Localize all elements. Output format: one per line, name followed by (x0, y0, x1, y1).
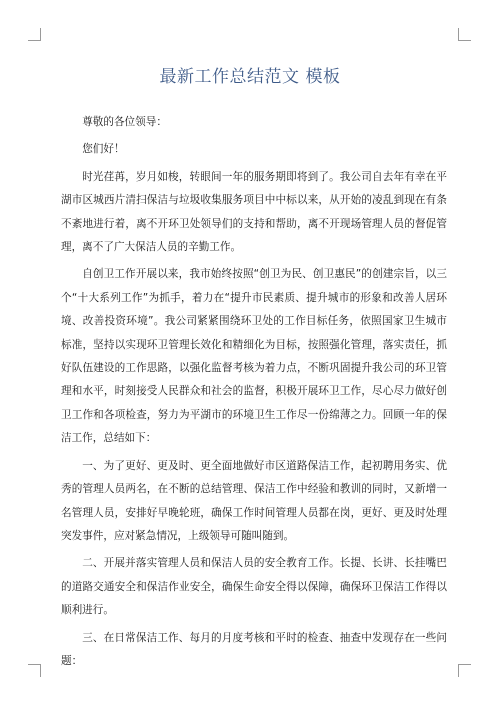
paragraph: 时光荏苒，岁月如梭，转眼间一年的服务期即将到了。我公司自去年有幸在平湖市区城西片清扫保洁与垃圾收集服务项目中中标以来，从开始的凌乱到现在有条不紊地进行着，离不开环卫处领导们的支持和帮助，离不开现场管理人员的督促管理，离不了广大保洁人员的辛勤工作。 (61, 170, 447, 254)
paragraph: 自创卫工作开展以来，我市始终按照“创卫为民、创卫惠民”的创建宗旨，以三个“十大系列工作”为抓手，着力在“提升市民素质、提升城市的形象和改善人居环境、改善投资环境”。我公司紧紧围绕环卫处的工作目标任务，依照国家卫生城市标准，坚持以实现环卫管理长效化和精细化为目标，按照强化管理，落实责任，抓好队伍建设的工作思路，以强化监督考核为着力点，不断巩固提升我公司的环卫管理和水平，时刻接受人民群众和社会的监督，积极开展环卫工作，尽心尽力做好创卫工作和各项检查，努力为平湖市的环境卫生工作尽一份绵薄之力。回顾一年的保洁工作，总结如下： (61, 268, 447, 445)
crop-mark-top-right (458, 28, 471, 41)
crop-mark-bottom-right (458, 664, 471, 677)
document-body (61, 111, 447, 677)
crop-mark-top-left (28, 28, 41, 41)
crop-mark-bottom-left (28, 664, 41, 677)
salutation: 尊敬的各位领导： (82, 116, 167, 128)
document-title: 最新工作总结范文 模板 (159, 67, 341, 87)
greeting: 您们好！ (82, 143, 125, 156)
paragraph: 一、为了更好、更及时、更全面地做好市区道路保洁工作，起初聘用务实、优秀的管理人员两名，在不断的总结管理、保洁工作中经验和教训的同时，又新增一名管理人员，安排好早晚轮班，确保工作时间管理人员都在岗，更好、更及时处理突发事件，应对紧急情况，上级领导可随叫随到。 (61, 459, 447, 542)
paragraph: 三、在日常保洁工作、每月的月度考核和平时的检查、抽查中发现存在一些问题： (61, 631, 447, 667)
paragraph: 二、开展并落实管理人员和保洁人员的安全教育工作。长提、长讲、长挂嘴巴的道路交通安全和保洁作业安全，确保生命安全得以保障，确保环卫保洁工作得以顺利进行。 (61, 557, 447, 617)
